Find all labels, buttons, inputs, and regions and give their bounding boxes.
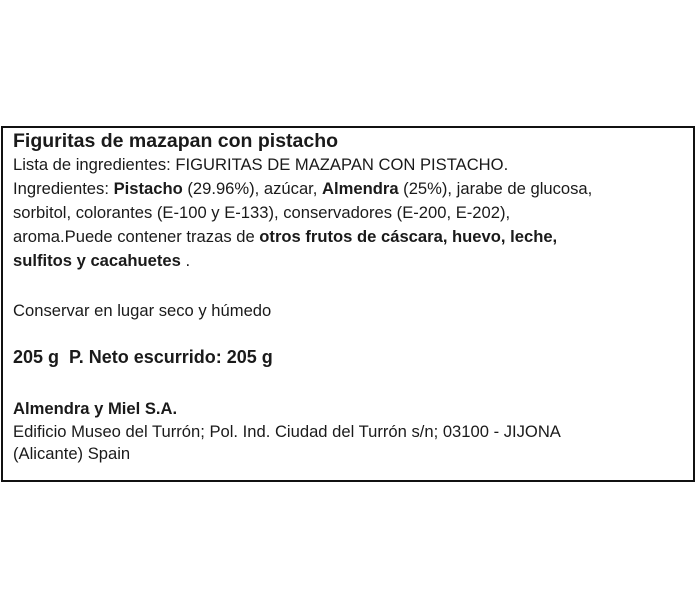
ingredients-list-header: Lista de ingredientes: FIGURITAS DE MAZAPAN CON PISTACHO.: [13, 155, 509, 174]
allergen-intro: aroma.Puede contener trazas de: [13, 227, 260, 246]
ingredients-block: [13, 153, 653, 273]
company-name: Almendra y Miel S.A.: [13, 399, 178, 418]
ingredient-almendra: Almendra: [322, 179, 399, 198]
address-line: (Alicante) Spain: [13, 444, 131, 463]
ingredients-line: [13, 225, 653, 249]
ingredient-pistacho: Pistacho: [113, 179, 183, 198]
product-title: Figuritas de mazapan con pistacho: [13, 130, 339, 152]
ingredients-line: [13, 177, 653, 201]
allergen-list: otros frutos de cáscara, huevo, leche,: [259, 227, 558, 246]
ingredients-line: [13, 249, 653, 273]
ingredients-line: sorbitol, colorantes (E-100 y E-133), conservadores (E-200, E-202),: [13, 203, 511, 222]
ingredients-period: .: [180, 251, 191, 270]
ingredients-text: (29.96%), azúcar,: [182, 179, 323, 198]
ingredients-text: (25%), jarabe de glucosa,: [398, 179, 593, 198]
net-weight: 205 g P. Neto escurrido: 205 g: [13, 347, 273, 367]
allergen-list-end: sulfitos y cacahuetes: [13, 251, 181, 270]
ingredients-label: Ingredientes:: [13, 179, 114, 198]
company-address: [13, 421, 673, 465]
storage-instructions: Conservar en lugar seco y húmedo: [13, 301, 272, 320]
address-line: Edificio Museo del Turrón; Pol. Ind. Ciudad del Turrón s/n; 03100 - JIJONA: [13, 422, 561, 441]
